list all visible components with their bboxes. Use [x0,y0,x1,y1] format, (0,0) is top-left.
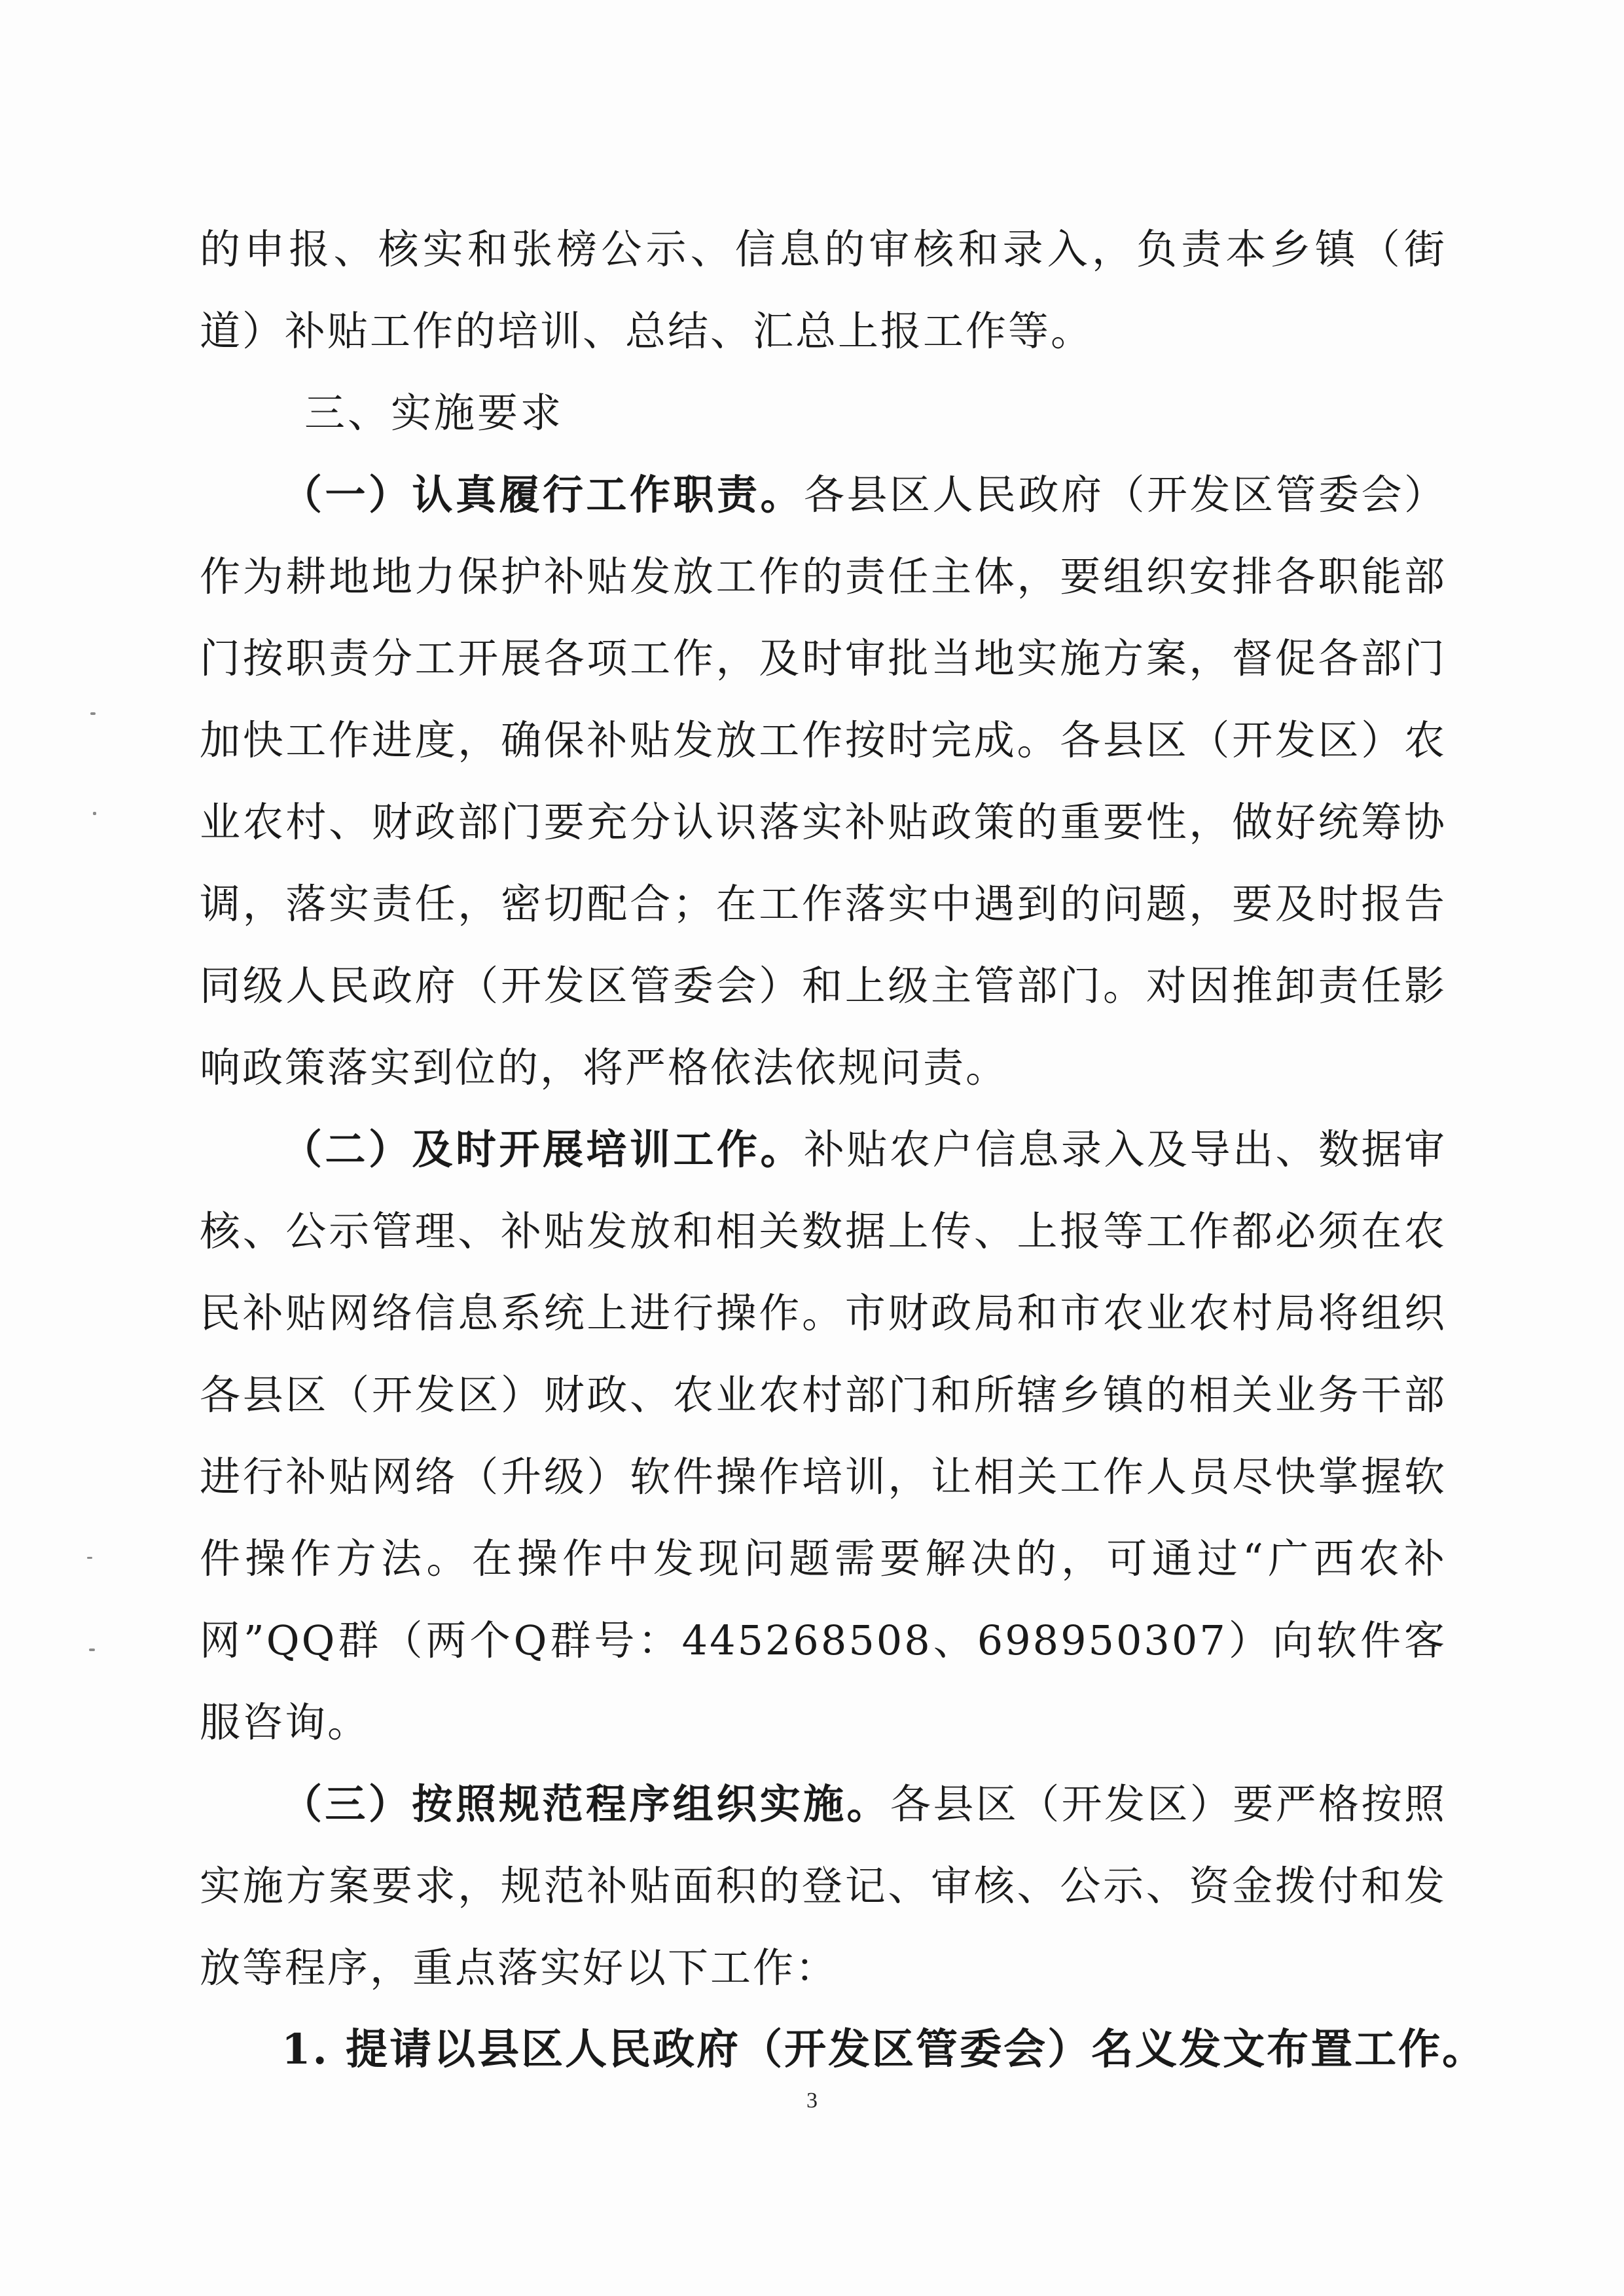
section-3-body: 各县区（开发区）要严格按照实施方案要求，规范补贴面积的登记、审核、公示、资金拨付和发放等程序，重点落实好以下工作： [200,1780,1447,1992]
section-1-body: 各县区人民政府（开发区管委会）作为耕地地力保护补贴发放工作的责任主体，要组织安排各职能部门按职责分工开展各项工作，及时审批当地实施方案，督促各部门加快工作进度，确保补贴发放工作按时完成。各县区（开发区）农业农村、财政部门要充分认识落实补贴政策的重要性，做好统筹协调，落实责任，密切配合；在工作落实中遇到的问题，要及时报告同级人民政府（开发区管委会）和上级主管部门。对因推卸责任影响政策落实到位的，将严格依法依规问责。 [200,471,1447,1091]
section-1-paragraph [200,454,1447,1108]
section-1-title: （一）认真履行工作职责。 [281,471,804,519]
scan-speck [89,1649,95,1651]
section-2-body: 补贴农户信息录入及导出、数据审核、公示管理、补贴发放和相关数据上传、上报等工作都必须在农民补贴网络信息系统上进行操作。市财政局和市农业农村局将组织各县区（开发区）财政、农业农村部门和所辖乡镇的相关业务干部进行补贴网络（升级）软件操作培训，让相关工作人员尽快掌握软件操作方法。在操作中发现问题需要解决的，可通过“广西农补网”QQ群（两个Q群号：445268508、698950307）向软件客服咨询。 [200,1125,1447,1746]
section-3-paragraph [200,1763,1447,2009]
intro-paragraph: 的申报、核实和张榜公示、信息的审核和录入，负责本乡镇（街道）补贴工作的培训、总结、汇总上报工作等。 [200,225,1447,355]
section-2-title: （二）及时开展培训工作。 [281,1125,804,1173]
section-2-paragraph [200,1108,1447,1763]
scan-speck [93,812,96,815]
item-1-heading: 1. 提请以县区人民政府（开发区管委会）名义发文布置工作。 [281,2025,1487,2074]
scan-speck [87,1557,92,1559]
section-3-title: （三）按照规范程序组织实施。 [281,1780,890,1828]
document-body [200,208,1487,2090]
page-number: 3 [806,2088,818,2113]
scan-speck [90,712,96,715]
section-heading: 三、实施要求 [304,389,564,437]
